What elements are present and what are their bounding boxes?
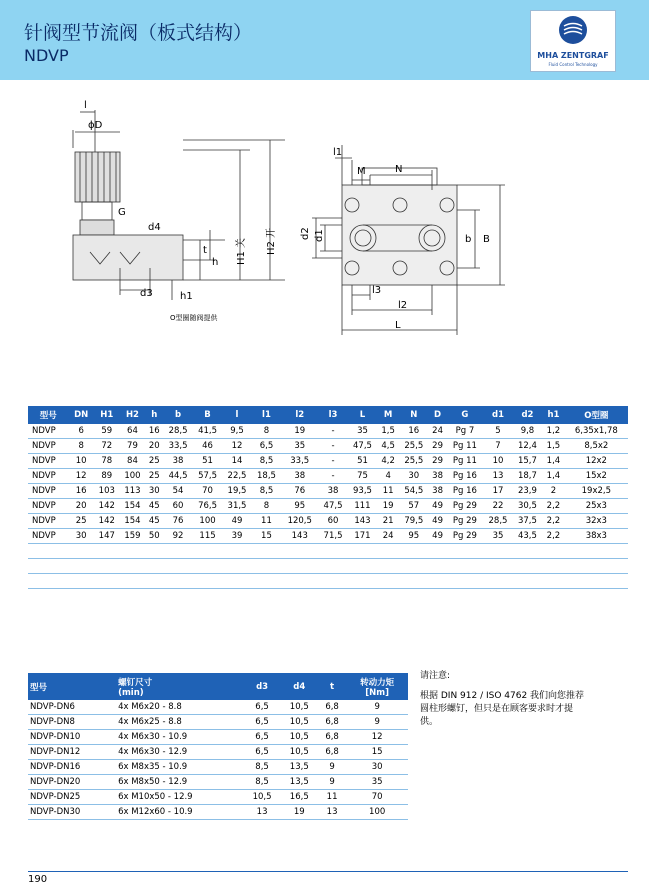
- dim-label-l: l: [84, 100, 87, 111]
- table-cell: NDVP-DN8: [28, 715, 116, 730]
- table-cell: 59: [94, 424, 120, 439]
- dim-label-H1: H1 关: [236, 237, 247, 265]
- table-cell: 2: [542, 484, 564, 499]
- table-cell: 22: [483, 499, 512, 514]
- table-cell: NDVP: [28, 499, 68, 514]
- table-cell: 8: [252, 499, 281, 514]
- table-cell: 47,5: [318, 499, 347, 514]
- table-cell: 19: [281, 424, 318, 439]
- table-row: [28, 775, 408, 790]
- table-cell: 120,5: [281, 514, 318, 529]
- table-cell: 9: [318, 760, 346, 775]
- column-header: l1: [252, 406, 281, 424]
- table-cell: 92: [163, 529, 192, 544]
- table-row: [28, 439, 628, 454]
- table-cell: NDVP: [28, 424, 68, 439]
- table-cell: NDVP-DN6: [28, 700, 116, 715]
- screw-table: [28, 673, 408, 820]
- column-header: l2: [281, 406, 318, 424]
- table-cell: NDVP-DN16: [28, 760, 116, 775]
- dim-label-t: t: [203, 245, 207, 256]
- page-number: 190: [28, 874, 48, 885]
- table-row: [28, 760, 408, 775]
- table-cell: 32x3: [565, 514, 628, 529]
- table-cell: 19x2,5: [565, 484, 628, 499]
- table-row: [28, 499, 628, 514]
- dim-label-d1: d1: [314, 229, 325, 242]
- table-cell: 35: [483, 529, 512, 544]
- empty-row: [28, 559, 628, 574]
- dim-label-L: L: [395, 320, 401, 331]
- table-cell: 18,7: [513, 469, 542, 484]
- table-cell: 11: [252, 514, 281, 529]
- table-cell: 8,5: [243, 760, 280, 775]
- column-header: d2: [513, 406, 542, 424]
- column-header: 型号: [28, 406, 68, 424]
- table-cell: NDVP: [28, 529, 68, 544]
- table-cell: 46: [193, 439, 222, 454]
- table-cell: 38: [163, 454, 192, 469]
- table-cell: 14: [222, 454, 251, 469]
- table-cell: 16,5: [281, 790, 318, 805]
- column-header: G: [447, 406, 484, 424]
- table-cell: 31,5: [222, 499, 251, 514]
- dim-label-D: ϕD: [88, 120, 103, 131]
- column-header: D: [429, 406, 447, 424]
- table-cell: 19,5: [222, 484, 251, 499]
- empty-row: [28, 574, 628, 589]
- table-cell: 23,9: [513, 484, 542, 499]
- table-cell: 1,4: [542, 454, 564, 469]
- table-cell: 6,8: [318, 715, 346, 730]
- table-cell: 95: [281, 499, 318, 514]
- table-cell: 76: [163, 514, 192, 529]
- table-cell: 154: [120, 514, 146, 529]
- table-cell: 4,5: [377, 439, 399, 454]
- logo-emblem-icon: [559, 16, 587, 44]
- dim-label-l1: l1: [333, 147, 343, 158]
- table-cell: NDVP-DN25: [28, 790, 116, 805]
- header-banner: [0, 0, 649, 80]
- table-cell: 33,5: [281, 454, 318, 469]
- table-cell: 35: [346, 775, 408, 790]
- table-cell: 6x M12x60 - 10.9: [116, 805, 243, 820]
- table-cell: 9: [346, 700, 408, 715]
- table-cell: 72: [94, 439, 120, 454]
- dim-label-H2: H2 开: [266, 227, 277, 255]
- table-row: [28, 715, 408, 730]
- table-cell: 10,5: [281, 730, 318, 745]
- empty-row: [28, 544, 628, 559]
- table-cell: 12,4: [513, 439, 542, 454]
- table-cell: 75: [348, 469, 377, 484]
- table-cell: NDVP: [28, 469, 68, 484]
- empty-cell: [28, 574, 628, 589]
- table-cell: 70: [193, 484, 222, 499]
- logo-subtitle: Fluid Control Technology: [548, 62, 598, 67]
- table-cell: 47,5: [348, 439, 377, 454]
- table-cell: 15x2: [565, 469, 628, 484]
- table-cell: 38: [281, 469, 318, 484]
- table-cell: 45: [145, 499, 163, 514]
- table-cell: 6: [68, 424, 94, 439]
- table-cell: 13: [243, 805, 280, 820]
- table-cell: 142: [94, 514, 120, 529]
- table-cell: 22,5: [222, 469, 251, 484]
- table-cell: 6,8: [318, 745, 346, 760]
- table-cell: 6,35x1,78: [565, 424, 628, 439]
- table-cell: 9: [346, 715, 408, 730]
- table-cell: 8: [68, 439, 94, 454]
- table-cell: 49: [429, 514, 447, 529]
- table-cell: 17: [483, 484, 512, 499]
- table-cell: 13,5: [281, 760, 318, 775]
- table-cell: -: [318, 439, 347, 454]
- note-body: 根据 DIN 912 / ISO 4762 我们向您推荐圆柱形螺钉，但只是在顾客要求时才提供。: [420, 691, 585, 727]
- logo-name: MHA ZENTGRAF: [537, 51, 609, 60]
- table-cell: 70: [346, 790, 408, 805]
- table-cell: 30: [68, 529, 94, 544]
- table-cell: 29: [429, 439, 447, 454]
- table-cell: 6,8: [318, 730, 346, 745]
- table-cell: 9: [318, 775, 346, 790]
- column-header: 转动力矩 [Nm]: [346, 673, 408, 700]
- table-cell: 6x M8x35 - 10.9: [116, 760, 243, 775]
- table-cell: 16: [145, 424, 163, 439]
- dim-label-M: M: [357, 166, 366, 177]
- dim-label-d4: d4: [148, 222, 161, 233]
- table-cell: 11: [318, 790, 346, 805]
- table-cell: 19: [281, 805, 318, 820]
- dim-label-b: b: [465, 234, 472, 245]
- table-cell: Pg 29: [447, 514, 484, 529]
- dimension-table: [28, 406, 628, 589]
- table-cell: NDVP-DN10: [28, 730, 116, 745]
- table-cell: 24: [377, 529, 399, 544]
- table-cell: NDVP: [28, 484, 68, 499]
- dim-label-N: N: [395, 164, 403, 175]
- table-cell: 60: [318, 514, 347, 529]
- table-cell: 8,5: [252, 484, 281, 499]
- page-title: 针阀型节流阀（板式结构）: [24, 22, 253, 44]
- table-row: [28, 529, 628, 544]
- table-cell: 5: [483, 424, 512, 439]
- product-code: NDVP: [24, 46, 69, 65]
- table-cell: 89: [94, 469, 120, 484]
- table-row: [28, 730, 408, 745]
- table-cell: 15: [252, 529, 281, 544]
- table-cell: 21: [377, 514, 399, 529]
- table-cell: 38x3: [565, 529, 628, 544]
- column-header: B: [193, 406, 222, 424]
- table-cell: 8,5x2: [565, 439, 628, 454]
- table-cell: 10: [483, 454, 512, 469]
- table-row: [28, 469, 628, 484]
- table-cell: 113: [120, 484, 146, 499]
- table-cell: 20: [68, 499, 94, 514]
- table-row: [28, 484, 628, 499]
- column-header: l: [222, 406, 251, 424]
- table-cell: 71,5: [318, 529, 347, 544]
- table-cell: 30,5: [513, 499, 542, 514]
- table-header-row: [28, 673, 408, 700]
- table-cell: 16: [68, 484, 94, 499]
- table-cell: 15,7: [513, 454, 542, 469]
- column-header: 型号: [28, 673, 116, 700]
- column-header: O型圈: [565, 406, 628, 424]
- table-cell: 10,5: [281, 700, 318, 715]
- table-cell: 143: [281, 529, 318, 544]
- column-header: H1: [94, 406, 120, 424]
- table-cell: 35: [281, 439, 318, 454]
- table-cell: 25: [68, 514, 94, 529]
- table-cell: 13: [483, 469, 512, 484]
- brand-logo: [530, 10, 616, 72]
- table-cell: 10,5: [243, 790, 280, 805]
- table-cell: Pg 7: [447, 424, 484, 439]
- table-cell: 147: [94, 529, 120, 544]
- table-cell: 4x M6x30 - 10.9: [116, 730, 243, 745]
- table-cell: Pg 11: [447, 454, 484, 469]
- table-cell: 100: [193, 514, 222, 529]
- table-cell: 43,5: [513, 529, 542, 544]
- table-cell: 10,5: [281, 745, 318, 760]
- table-cell: 8,5: [243, 775, 280, 790]
- o-ring-note: O型圈随阀提供: [170, 314, 218, 322]
- table-cell: 51: [193, 454, 222, 469]
- table-cell: 25,5: [399, 454, 428, 469]
- table-cell: -: [318, 454, 347, 469]
- table-cell: Pg 16: [447, 484, 484, 499]
- column-header: M: [377, 406, 399, 424]
- table-cell: 60: [163, 499, 192, 514]
- table-cell: NDVP: [28, 514, 68, 529]
- table-cell: 13,5: [281, 775, 318, 790]
- table-cell: 6x M8x50 - 12.9: [116, 775, 243, 790]
- table-cell: 154: [120, 499, 146, 514]
- table-cell: 57,5: [193, 469, 222, 484]
- table-cell: 111: [348, 499, 377, 514]
- column-header: d4: [281, 673, 318, 700]
- table-cell: 159: [120, 529, 146, 544]
- table-cell: 142: [94, 499, 120, 514]
- table-cell: 49: [222, 514, 251, 529]
- note-title: 请注意:: [420, 671, 451, 681]
- table-cell: 20: [145, 439, 163, 454]
- table-cell: 8: [252, 424, 281, 439]
- table-cell: 49: [429, 499, 447, 514]
- table-row: [28, 745, 408, 760]
- table-cell: 6,5: [243, 700, 280, 715]
- column-header: t: [318, 673, 346, 700]
- table-cell: 171: [348, 529, 377, 544]
- dim-label-d3: d3: [140, 288, 153, 299]
- table-cell: 29: [429, 454, 447, 469]
- table-row: [28, 454, 628, 469]
- table-cell: 12: [346, 730, 408, 745]
- table-cell: 15: [346, 745, 408, 760]
- table-cell: 4: [377, 469, 399, 484]
- table-cell: 6x M10x50 - 12.9: [116, 790, 243, 805]
- column-header: H2: [120, 406, 146, 424]
- table-cell: 115: [193, 529, 222, 544]
- dim-label-h: h: [212, 257, 219, 268]
- table-cell: 7: [483, 439, 512, 454]
- table-cell: 1,5: [377, 424, 399, 439]
- column-header: L: [348, 406, 377, 424]
- column-header: d1: [483, 406, 512, 424]
- column-header: DN: [68, 406, 94, 424]
- table-row: [28, 805, 408, 820]
- table-cell: -: [318, 469, 347, 484]
- table-cell: 44,5: [163, 469, 192, 484]
- table-row: [28, 790, 408, 805]
- table-cell: NDVP-DN30: [28, 805, 116, 820]
- table-cell: NDVP-DN20: [28, 775, 116, 790]
- table-cell: 12: [222, 439, 251, 454]
- footer-divider: [28, 871, 628, 872]
- table-cell: 1,2: [542, 424, 564, 439]
- table-cell: 76: [281, 484, 318, 499]
- table-cell: Pg 16: [447, 469, 484, 484]
- table-cell: 64: [120, 424, 146, 439]
- table-cell: 25x3: [565, 499, 628, 514]
- table-cell: 4x M6x30 - 12.9: [116, 745, 243, 760]
- column-header: 螺钉尺寸 (min): [116, 673, 243, 700]
- table-cell: 19: [377, 499, 399, 514]
- table-cell: 30: [346, 760, 408, 775]
- table-cell: Pg 29: [447, 499, 484, 514]
- table-cell: 79,5: [399, 514, 428, 529]
- table-cell: 57: [399, 499, 428, 514]
- dim-label-h1: h1: [180, 291, 193, 302]
- table-cell: -: [318, 424, 347, 439]
- column-header: h: [145, 406, 163, 424]
- table-cell: 12: [68, 469, 94, 484]
- column-header: b: [163, 406, 192, 424]
- table-cell: 11: [377, 484, 399, 499]
- dim-label-l2: l2: [398, 300, 408, 311]
- table-cell: 95: [399, 529, 428, 544]
- table-cell: 100: [346, 805, 408, 820]
- table-cell: 30: [145, 484, 163, 499]
- table-cell: 54: [163, 484, 192, 499]
- table-cell: 37,5: [513, 514, 542, 529]
- table-cell: 9,8: [513, 424, 542, 439]
- table-cell: 2,2: [542, 529, 564, 544]
- table-cell: 41,5: [193, 424, 222, 439]
- dim-label-d2: d2: [300, 227, 311, 240]
- table-cell: 8,5: [252, 454, 281, 469]
- table-cell: Pg 11: [447, 439, 484, 454]
- table-cell: 2,2: [542, 499, 564, 514]
- table-cell: 51: [348, 454, 377, 469]
- table-cell: 6,5: [252, 439, 281, 454]
- table-cell: 84: [120, 454, 146, 469]
- table-cell: 38: [318, 484, 347, 499]
- table-cell: 2,2: [542, 514, 564, 529]
- table-cell: 4,2: [377, 454, 399, 469]
- table-cell: 38: [429, 484, 447, 499]
- table-cell: 49: [429, 529, 447, 544]
- table-cell: 16: [399, 424, 428, 439]
- table-cell: NDVP: [28, 439, 68, 454]
- table-row: [28, 424, 628, 439]
- table-cell: 4x M6x25 - 8.8: [116, 715, 243, 730]
- table-cell: 39: [222, 529, 251, 544]
- dimension-table-body: [28, 424, 628, 589]
- table-cell: 76,5: [193, 499, 222, 514]
- column-header: l3: [318, 406, 347, 424]
- column-header: h1: [542, 406, 564, 424]
- column-header: N: [399, 406, 428, 424]
- table-cell: 103: [94, 484, 120, 499]
- column-header: d3: [243, 673, 280, 700]
- table-cell: 79: [120, 439, 146, 454]
- table-cell: 6,5: [243, 730, 280, 745]
- table-cell: 1,5: [542, 439, 564, 454]
- table-cell: 33,5: [163, 439, 192, 454]
- table-cell: 25,5: [399, 439, 428, 454]
- table-cell: 10: [68, 454, 94, 469]
- table-cell: 28,5: [163, 424, 192, 439]
- table-cell: 38: [429, 469, 447, 484]
- dim-label-G: G: [118, 207, 126, 218]
- empty-cell: [28, 559, 628, 574]
- table-cell: 9,5: [222, 424, 251, 439]
- table-cell: 1,4: [542, 469, 564, 484]
- table-cell: NDVP: [28, 454, 68, 469]
- table-cell: 78: [94, 454, 120, 469]
- table-cell: 12x2: [565, 454, 628, 469]
- table-row: [28, 514, 628, 529]
- table-cell: 6,8: [318, 700, 346, 715]
- table-cell: 18,5: [252, 469, 281, 484]
- table-cell: 13: [318, 805, 346, 820]
- screw-table-body: [28, 700, 408, 820]
- table-row: [28, 700, 408, 715]
- table-cell: 4x M6x20 - 8.8: [116, 700, 243, 715]
- table-cell: 45: [145, 514, 163, 529]
- technical-drawing: [0, 90, 649, 390]
- table-cell: 28,5: [483, 514, 512, 529]
- table-cell: 30: [399, 469, 428, 484]
- dim-label-B: B: [483, 234, 490, 245]
- empty-cell: [28, 544, 628, 559]
- table-header-row: [28, 406, 628, 424]
- table-cell: 25: [145, 469, 163, 484]
- table-cell: Pg 29: [447, 529, 484, 544]
- table-cell: 24: [429, 424, 447, 439]
- dim-label-l3: l3: [372, 285, 382, 296]
- table-cell: 54,5: [399, 484, 428, 499]
- table-cell: 50: [145, 529, 163, 544]
- table-cell: 6,5: [243, 715, 280, 730]
- table-cell: 93,5: [348, 484, 377, 499]
- table-cell: NDVP-DN12: [28, 745, 116, 760]
- table-cell: 6,5: [243, 745, 280, 760]
- table-cell: 100: [120, 469, 146, 484]
- table-cell: 143: [348, 514, 377, 529]
- table-cell: 35: [348, 424, 377, 439]
- table-cell: 25: [145, 454, 163, 469]
- table-cell: 10,5: [281, 715, 318, 730]
